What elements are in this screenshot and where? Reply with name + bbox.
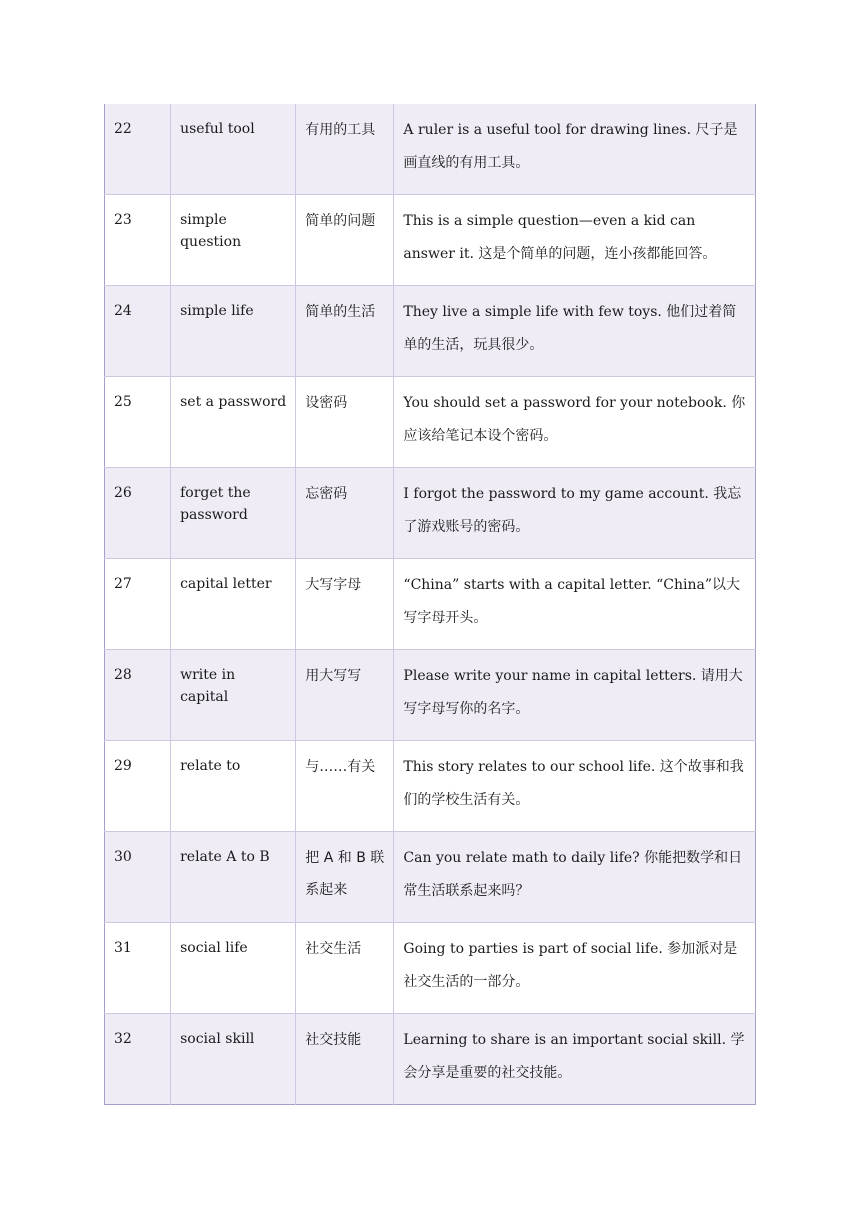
row-number-cell xyxy=(105,1014,171,1105)
table-row xyxy=(105,104,756,195)
phrase-cell xyxy=(171,104,296,195)
english-phrase: useful tool xyxy=(180,121,255,137)
table-row xyxy=(105,650,756,741)
row-number: 30 xyxy=(114,849,132,865)
chinese-meaning: 与……有关 xyxy=(305,759,376,775)
chinese-meaning: 简单的问题 xyxy=(305,213,376,229)
example-sentence: This is a simple question—even a kid can answer it. 这是个简单的问题，连小孩都能回答。 xyxy=(403,213,717,262)
chinese-meaning: 设密码 xyxy=(305,395,348,411)
phrase-cell xyxy=(171,468,296,559)
chinese-meaning: 把 A 和 B 联系起来 xyxy=(305,850,385,898)
example-cell xyxy=(394,559,756,650)
row-number: 27 xyxy=(114,576,132,592)
english-phrase: simple question xyxy=(180,212,242,250)
example-sentence: “China” starts with a capital letter. “China”以大写字母开头。 xyxy=(403,577,740,626)
phrase-cell xyxy=(171,377,296,468)
row-number-cell xyxy=(105,377,171,468)
table-row xyxy=(105,832,756,923)
example-cell xyxy=(394,468,756,559)
chinese-cell xyxy=(296,832,394,923)
example-cell xyxy=(394,195,756,286)
example-sentence: Going to parties is part of social life. 参加派对是社交生活的一部分。 xyxy=(403,941,738,990)
row-number: 32 xyxy=(114,1031,132,1047)
english-phrase: capital letter xyxy=(180,576,272,592)
english-phrase: write in capital xyxy=(180,667,236,705)
table-row xyxy=(105,468,756,559)
table-row xyxy=(105,923,756,1014)
phrase-cell xyxy=(171,286,296,377)
row-number-cell xyxy=(105,559,171,650)
row-number: 22 xyxy=(114,121,132,137)
example-cell xyxy=(394,286,756,377)
phrase-cell xyxy=(171,559,296,650)
example-sentence: You should set a password for your notebook. 你应该给笔记本设个密码。 xyxy=(403,395,746,444)
chinese-cell xyxy=(296,468,394,559)
row-number-cell xyxy=(105,741,171,832)
example-cell xyxy=(394,923,756,1014)
chinese-cell xyxy=(296,741,394,832)
row-number: 24 xyxy=(114,303,132,319)
row-number-cell xyxy=(105,195,171,286)
english-phrase: relate A to B xyxy=(180,849,270,865)
example-sentence: They live a simple life with few toys. 他们过着简单的生活，玩具很少。 xyxy=(403,304,737,353)
chinese-cell xyxy=(296,377,394,468)
example-sentence: Learning to share is an important social skill. 学会分享是重要的社交技能。 xyxy=(403,1032,745,1081)
english-phrase: forget the password xyxy=(180,485,251,523)
example-cell xyxy=(394,832,756,923)
chinese-cell xyxy=(296,104,394,195)
table-row xyxy=(105,377,756,468)
row-number-cell xyxy=(105,286,171,377)
example-sentence: I forgot the password to my game account. 我忘了游戏账号的密码。 xyxy=(403,486,742,535)
row-number: 31 xyxy=(114,940,132,956)
example-sentence: This story relates to our school life. 这个故事和我们的学校生活有关。 xyxy=(403,759,744,808)
example-sentence: Please write your name in capital letters. 请用大写字母写你的名字。 xyxy=(403,668,743,717)
chinese-cell xyxy=(296,650,394,741)
table-row xyxy=(105,195,756,286)
vocabulary-table xyxy=(104,104,756,1105)
phrase-cell xyxy=(171,195,296,286)
phrase-cell xyxy=(171,741,296,832)
row-number-cell xyxy=(105,468,171,559)
english-phrase: social life xyxy=(180,940,248,956)
row-number: 29 xyxy=(114,758,132,774)
phrase-cell xyxy=(171,923,296,1014)
example-cell xyxy=(394,741,756,832)
english-phrase: simple life xyxy=(180,303,254,319)
phrase-cell xyxy=(171,832,296,923)
row-number-cell xyxy=(105,923,171,1014)
chinese-cell xyxy=(296,286,394,377)
chinese-meaning: 社交技能 xyxy=(305,1032,362,1048)
phrase-cell xyxy=(171,650,296,741)
chinese-meaning: 社交生活 xyxy=(305,941,362,957)
chinese-meaning: 有用的工具 xyxy=(305,122,376,138)
row-number-cell xyxy=(105,104,171,195)
english-phrase: social skill xyxy=(180,1031,255,1047)
row-number: 23 xyxy=(114,212,132,228)
row-number: 25 xyxy=(114,394,132,410)
table-row xyxy=(105,1014,756,1105)
chinese-meaning: 简单的生活 xyxy=(305,304,376,320)
chinese-meaning: 忘密码 xyxy=(305,486,348,502)
row-number: 28 xyxy=(114,667,132,683)
table-row xyxy=(105,286,756,377)
example-cell xyxy=(394,377,756,468)
phrase-cell xyxy=(171,1014,296,1105)
chinese-meaning: 用大写写 xyxy=(305,668,362,684)
chinese-cell xyxy=(296,195,394,286)
example-cell xyxy=(394,1014,756,1105)
chinese-meaning: 大写字母 xyxy=(305,577,362,593)
chinese-cell xyxy=(296,923,394,1014)
chinese-cell xyxy=(296,559,394,650)
example-sentence: A ruler is a useful tool for drawing lines. 尺子是画直线的有用工具。 xyxy=(403,122,738,171)
example-cell xyxy=(394,104,756,195)
chinese-cell xyxy=(296,1014,394,1105)
table-row xyxy=(105,741,756,832)
example-cell xyxy=(394,650,756,741)
table-row xyxy=(105,559,756,650)
row-number-cell xyxy=(105,650,171,741)
english-phrase: relate to xyxy=(180,758,241,774)
example-sentence: Can you relate math to daily life? 你能把数学和日常生活联系起来吗？ xyxy=(403,850,743,899)
english-phrase: set a password xyxy=(180,394,287,410)
row-number: 26 xyxy=(114,485,132,501)
row-number-cell xyxy=(105,832,171,923)
